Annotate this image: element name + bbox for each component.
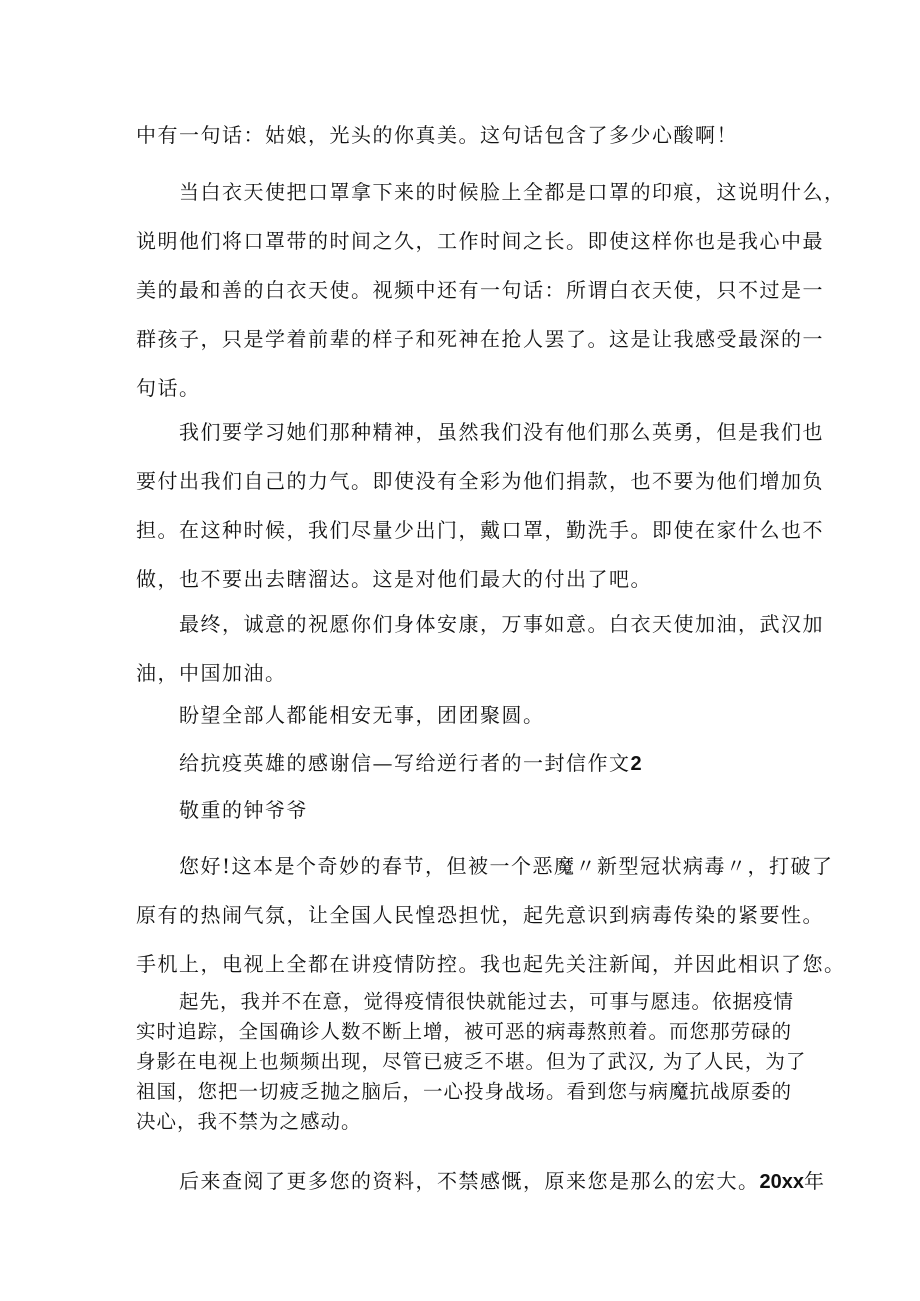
text-line: 当白衣天使把口罩拿下来的时候脸上全都是口罩的印痕，这说明什么，	[179, 180, 846, 204]
letter-salutation	[136, 795, 839, 825]
title-number: 2	[630, 753, 642, 775]
letter-title	[136, 748, 839, 779]
text-line: 您好!这本是个奇妙的春节，但被一个恶魔〃新型冠状病毒〃，打破了	[179, 854, 834, 878]
text-line: 油，中国加油。	[136, 661, 287, 685]
text-line: 决心，我不禁为之感动。	[136, 1110, 362, 1133]
text-line: 最终，诚意的祝愿你们身体安康，万事如意。白衣天使加油，武汉加	[179, 612, 824, 636]
paragraph-5	[136, 700, 839, 730]
text-line: 我们要学习她们那种精神，虽然我们没有他们那么英勇，但是我们也	[179, 420, 824, 444]
text-line: 原有的热闹气氛，让全国人民惶恐担忧，起先意识到病毒传染的紧要性。	[136, 903, 824, 927]
paragraph-8	[136, 842, 846, 989]
paragraph-10	[136, 1166, 839, 1197]
title-text: 给抗疫英雄的感谢信—写给逆行者的一封信作文	[179, 751, 631, 775]
text-line: 做，也不要出去瞎溜达。这是对他们最大的付出了吧。	[136, 567, 652, 591]
text-line: 中有一句话：姑娘，光头的你真美。这句话包含了多少心酸啊！	[136, 123, 738, 147]
paragraph-1	[136, 120, 796, 150]
text-line: 美的最和善的白衣天使。视频中还有一句话：所谓白衣天使，只不过是一	[136, 278, 824, 302]
text-line: 句话。	[136, 376, 201, 400]
text-line: 起先，我并不在意，觉得疫情很快就能过去，可事与愿违。依据疫情	[179, 990, 795, 1013]
paragraph-4	[136, 600, 824, 698]
text-line: 担。在这种时候，我们尽量少出门，戴口罩，勤洗手。即使在家什么也不	[136, 518, 824, 542]
text-line: 实时追踪，全国确诊人数不断上增，被可恶的病毒熬煎着。而您那劳碌的	[136, 1020, 793, 1043]
text-line: 手机上，电视上全都在讲疫情防控。我也起先关注新闻，并因此相识了您。	[136, 952, 846, 976]
text-line: 要付出我们自己的力气。即使没有全彩为他们捐款，也不要为他们增加负	[136, 469, 824, 493]
paragraph-9	[136, 987, 807, 1137]
text-line: 身影在电视上也频频出现，尽管已疲乏不堪。但为了武汉, 为了人民，为了	[136, 1050, 807, 1073]
text-line: 后来查阅了更多您的资料，不禁感慨，原来您是那么的宏大。	[179, 1169, 760, 1193]
text-line: 说明他们将口罩带的时间之久，工作时间之长。即使这样你也是我心中最	[136, 229, 824, 253]
text-line: 群孩子，只是学着前辈的样子和死神在抢人罢了。这是让我感受最深的一	[136, 327, 824, 351]
salutation-text: 敬重的钟爷爷	[179, 798, 308, 822]
year-text: 20xx	[759, 1171, 804, 1193]
paragraph-3	[136, 408, 824, 604]
text-line: 祖国，您把一切疲乏抛之脑后，一心投身战场。看到您与病魔抗战原委的	[136, 1080, 793, 1103]
year-suffix: 年	[804, 1169, 826, 1193]
paragraph-2	[136, 168, 846, 413]
text-line: 盼望全部人都能相安无事，团团聚圆。	[179, 703, 545, 727]
